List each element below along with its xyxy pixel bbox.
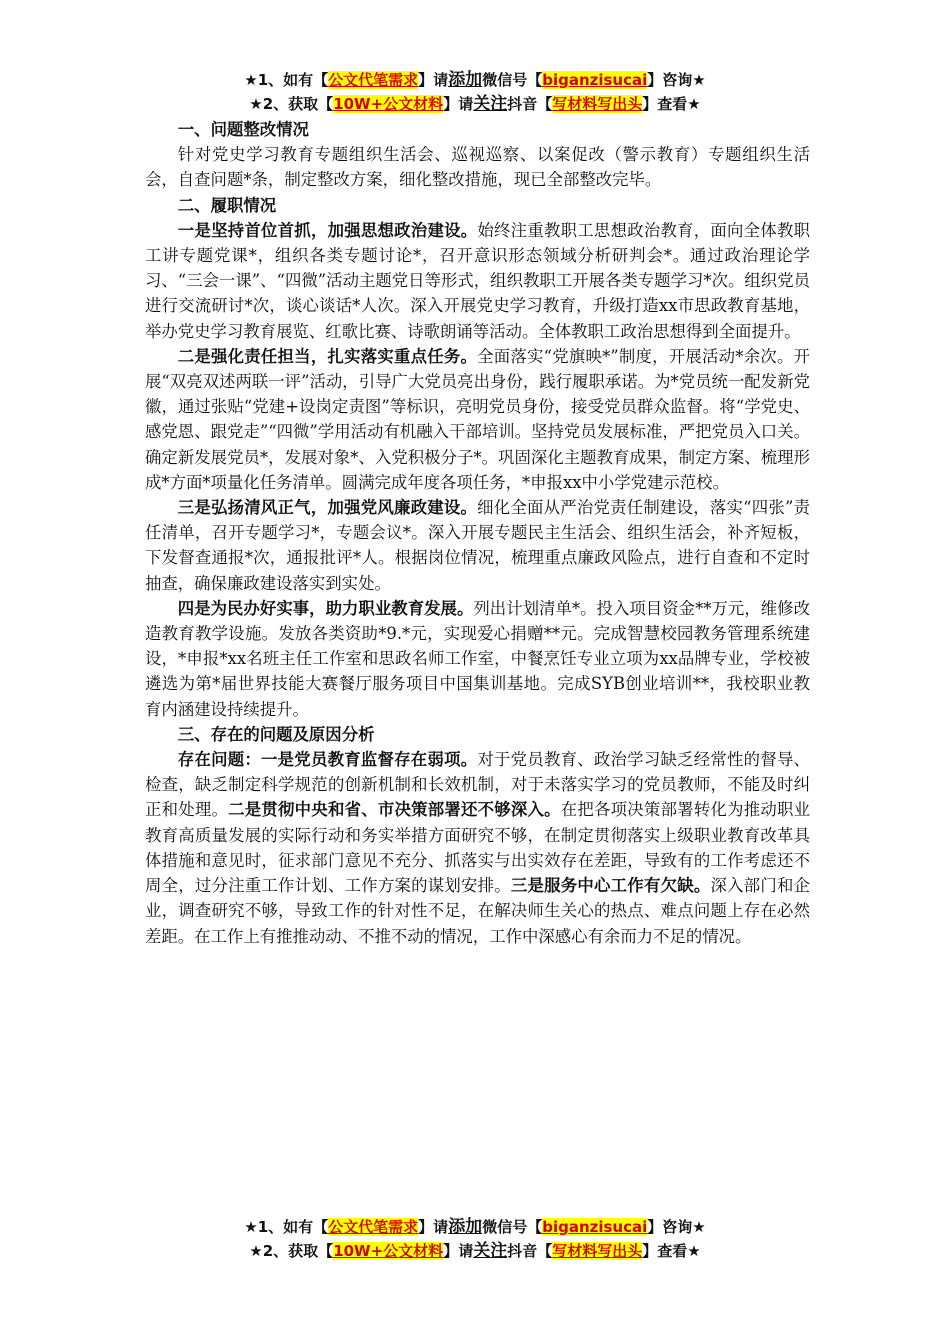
paragraph-text: 列出计划清单*。投入项目资金**万元，维修改造教育教学设施。发放各类资助*9.*元，实现爱心捐赠**元。完成智慧校园教务管理系统建设，*申报*xx名班主任工作室和思政名师工作室，中餐烹饪专业立项为xx品牌专业，学校被遴选为第*届世界技能大赛餐厅服务项目中国集训基地。完成SYB创业培训**，我校职业教育内涵建设持续提升。: [145, 598, 810, 719]
paragraph-lead: 四是为民办好实事，助力职业教育发展。: [177, 598, 474, 618]
promo-line-2: [0, 1239, 950, 1263]
paragraph-lead: 三是弘扬清风正气，加强党风廉政建设。: [177, 498, 478, 518]
promo-text: 】请: [443, 1242, 474, 1260]
promo-text: 抖音【: [507, 1242, 553, 1260]
footer-promo-banner: [0, 1215, 950, 1263]
promo-highlight-wechat: biganzisucai: [542, 71, 648, 89]
promo-line-1: [0, 1215, 950, 1239]
promo-highlight-service: 公文代笔需求: [328, 1218, 419, 1236]
promo-highlight-wechat: biganzisucai: [542, 1218, 648, 1236]
paragraph-duty-1: [145, 218, 810, 344]
promo-emphasis: 添加: [448, 70, 483, 90]
promo-highlight-materials: 10W+公文材料: [333, 95, 444, 113]
paragraph-text: 全面落实“党旗映*”制度，开展活动*余次。开展“双亮双述两联一评”活动，引导广大党员亮出身份，践行履职承诺。为*党员统一配发新党徽，通过张贴“党建+设岗定责图”等标识，亮明党员身份，接受党员群众监督。将“学党史、感党恩、跟党走”“四微”学用活动有机融入干部培训。坚持党员发展标准，严把党员入口关。确定新发展党员*，发展对象*、入党积极分子*。巩固深化主题教育成果，制定方案、梳理形成*方面*项量化任务清单。圆满完成年度各项任务，*申报xx中小学党建示范校。: [145, 346, 811, 492]
paragraph-lead: 三是服务中心工作有欠缺。: [510, 876, 711, 896]
promo-highlight-materials: 10W+公文材料: [333, 1242, 444, 1260]
paragraph-rectification: 针对党史学习教育专题组织生活会、巡视巡察、以案促改（警示教育）专题组织生活会，自查问题*条，制定整改方案，细化整改措施，现已全部整改完毕。: [145, 145, 810, 190]
promo-line-2: [0, 92, 950, 116]
promo-emphasis: 添加: [448, 1217, 483, 1237]
promo-emphasis: 关注: [473, 94, 508, 114]
promo-highlight-service: 公文代笔需求: [328, 71, 419, 89]
promo-highlight-douyin: 写材料写出头: [552, 95, 643, 113]
section-heading-problems: 三、存在的问题及原因分析: [177, 724, 375, 744]
promo-highlight-douyin: 写材料写出头: [552, 1242, 643, 1260]
section-heading-rectification: 一、问题整改情况: [177, 120, 309, 139]
promo-text: 】咨询★: [647, 1218, 706, 1236]
promo-text: ★2、获取【: [249, 95, 334, 113]
paragraph-text: 深入部门和企业，调查研究不够，导致工作的针对性不足，在解决师生关心的热点、难点问题上存在必然差距。在工作上有推推动动、不推不动的情况，工作中深感心有余而力不足的情况。: [145, 876, 811, 946]
promo-emphasis: 关注: [473, 1241, 508, 1261]
paragraph-text: 在把各项决策部署转化为推动职业教育高质量发展的实际行动和务实举措方面研究不够，在制定贯彻落实上级职业教育改革具体措施和意见时，征求部门意见不充分、抓落实与出实效存在差距，导致有的工作考虑还不周全，过分注重工作计划、工作方案的谋划安排。: [145, 800, 811, 896]
header-promo-banner: [0, 68, 950, 116]
promo-text: 】请: [443, 95, 474, 113]
paragraph-lead: 存在问题：一是党员教育监督存在弱项。: [177, 750, 478, 770]
promo-line-1: [0, 68, 950, 92]
paragraph-lead: 二是贯彻中央和省、市决策部署还不够深入。: [228, 800, 561, 820]
paragraph-text: 细化全面从严治党责任制建设，落实“四张”责任清单，召开专题学习*，专题会议*。深入开展专题民主生活会、组织生活会，补齐短板，下发督查通报*次，通报批评*人。根据岗位情况，梳理重点廉政风险点，进行自查和不定时抽查，确保廉政建设落实到实处。: [145, 498, 811, 593]
paragraph-problems: [145, 747, 810, 949]
paragraph-text: 对于党员教育、政治学习缺乏经常性的督导、检查，缺乏制定科学规范的创新机制和长效机制，对于未落实学习的党员教师，不能及时纠正和处理。: [145, 750, 811, 820]
promo-text: 】请: [418, 71, 449, 89]
paragraph-duty-3: [145, 495, 810, 596]
document-body: [145, 117, 810, 949]
paragraph-duty-4: [145, 596, 810, 722]
promo-text: 】请: [418, 1218, 449, 1236]
promo-text: ★2、获取【: [249, 1242, 334, 1260]
promo-text: 】咨询★: [647, 71, 706, 89]
paragraph-duty-2: [145, 344, 810, 495]
promo-text: ★1、如有【: [244, 1218, 329, 1236]
paragraph-lead: 一是坚持首位首抓，加强思想政治建设。: [177, 220, 478, 240]
paragraph-text: 始终注重教职工思想政治教育，面向全体教职工讲专题党课*，组织各类专题讨论*，召开意识形态领域分析研判会*。通过政治理论学习、“三会一课”、“四微”活动主题党日等形式，组织教职工开展各类专题学习*次。组织党员进行交流研讨*次，谈心谈话*人次。深入开展党史学习教育，升级打造xx市思政教育基地，举办党史学习教育展览、红歌比赛、诗歌朗诵等活动。全体教职工政治思想得到全面提升。: [145, 220, 811, 341]
promo-text: 微信号【: [482, 71, 543, 89]
promo-text: 】查看★: [642, 1242, 701, 1260]
section-heading-duties: 二、履职情况: [177, 195, 277, 215]
promo-text: ★1、如有【: [244, 71, 329, 89]
promo-text: 抖音【: [507, 95, 553, 113]
promo-text: 微信号【: [482, 1218, 543, 1236]
promo-text: 】查看★: [642, 95, 701, 113]
paragraph-lead: 二是强化责任担当，扎实落实重点任务。: [177, 346, 478, 366]
